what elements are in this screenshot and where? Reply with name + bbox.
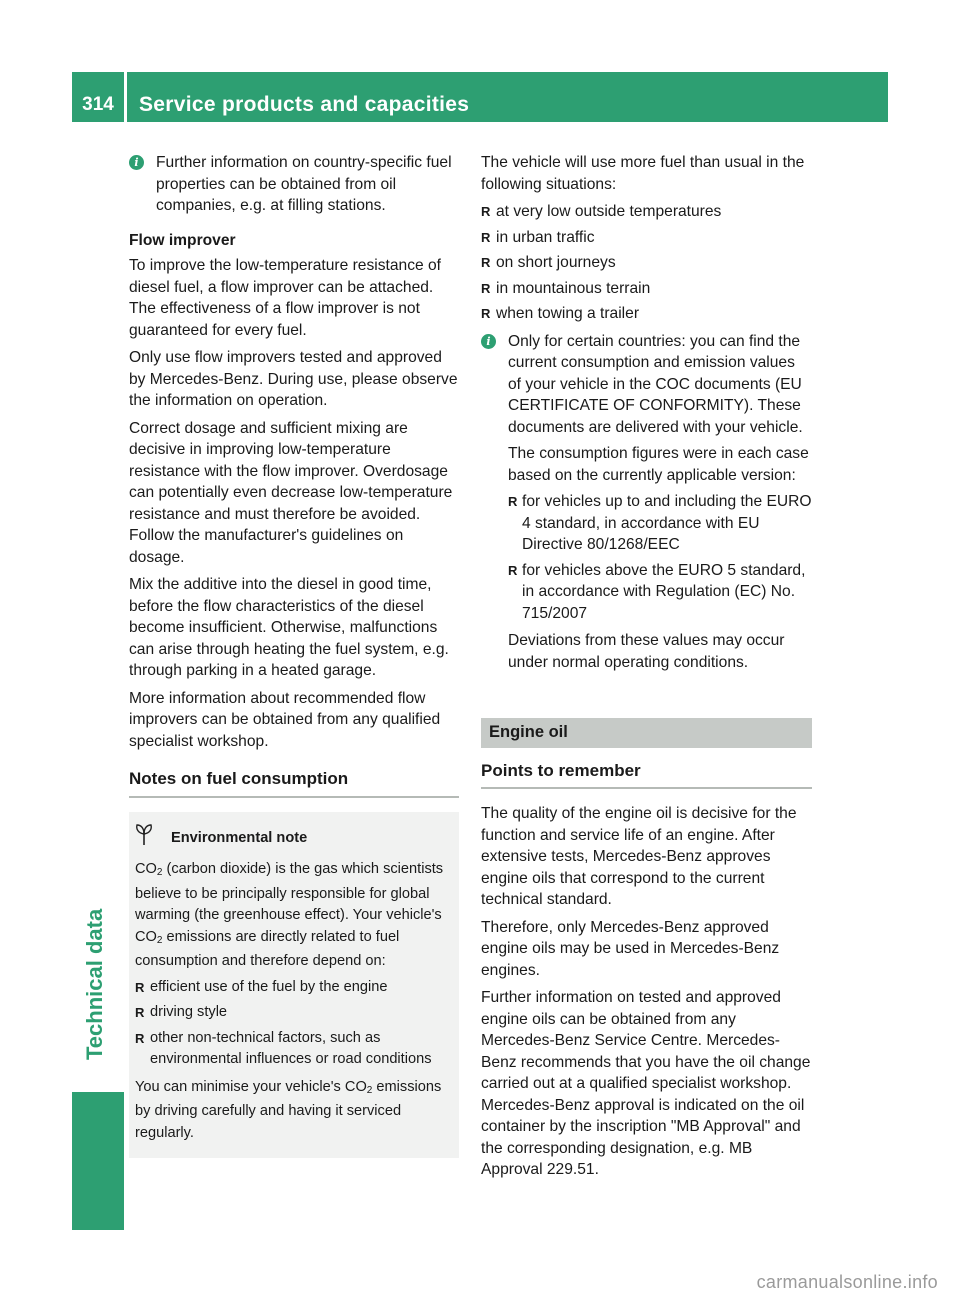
list-item: R on short journeys (481, 252, 812, 274)
list-item: R in mountainous terrain (481, 278, 812, 300)
header-divider (124, 72, 127, 122)
paragraph: The consumption figures were in each case based on the currently applicable version: (508, 445, 809, 484)
info-note (129, 152, 459, 222)
list-item: R for vehicles above the EURO 5 standard, in accordance with Regulation (EC) No. 715/2007 (508, 560, 812, 625)
paragraph: The quality of the engine oil is decisive for the function and service life of an engine. After extensive tests, Mercedes-Benz approves engine oils that correspond to the current technical standard. (481, 805, 797, 908)
list-item: R efficient use of the fuel by the engine (135, 977, 451, 999)
info-note (481, 331, 812, 679)
text: You can minimise your vehicle's CO (135, 1078, 367, 1095)
co2-text: CO (135, 861, 157, 877)
text: (carbon dioxide) is the gas which scientists believe to be principally responsible for global warming (the greenhouse effect). Your vehicle's CO (135, 861, 444, 945)
paragraph: Further information on tested and approved engine oils can be obtained from any Mercedes-Benz Service Centre. Mercedes-Benz recommends that you have the oil change carried out at a qualified specialist workshop. Mercedes-Benz approval is indicated on the oil container by the inscription "MB Approval" and the corresponding designation, e.g. MB Approval 229.51. (481, 989, 811, 1178)
bullet-list (135, 977, 451, 1071)
side-tab-text: Technical data (82, 908, 107, 1060)
flow-improver-heading: Flow improver (129, 231, 236, 249)
fuel-consumption-heading: Notes on fuel consumption (129, 768, 459, 798)
paragraph: To improve the low-temperature resistance of diesel fuel, a flow improver can be attached. The effectiveness of a flow improver is not guaranteed for every fuel. (129, 257, 442, 339)
co2-subscript: 2 (156, 934, 163, 946)
paragraph (135, 859, 451, 973)
co2-subscript: 2 (366, 1084, 373, 1096)
points-to-remember-heading: Points to remember (481, 760, 812, 790)
side-tab-marker (72, 1092, 124, 1230)
environmental-note-box (129, 812, 459, 1159)
right-column (481, 152, 812, 1187)
left-column (129, 152, 459, 1158)
co2-subscript: 2 (156, 867, 163, 878)
environmental-note-label: Environmental note (171, 829, 308, 846)
paragraph: More information about recommended flow improvers can be obtained from any qualified specialist workshop. (129, 689, 441, 750)
side-tab-label (82, 908, 112, 1070)
bullet-list (481, 201, 812, 325)
page-title: Service products and capacities (139, 93, 470, 116)
info-text: Further information on country-specific fuel properties can be obtained from oil companies, e.g. at filling stations. (156, 154, 452, 214)
list-item: R at very low outside temperatures (481, 201, 812, 223)
page-number: 314 (82, 94, 114, 115)
engine-oil-heading: Engine oil (481, 718, 812, 748)
paragraph: Therefore, only Mercedes-Benz approved engine oils may be used in Mercedes-Benz engines. (481, 918, 780, 979)
paragraph: The vehicle will use more fuel than usual in the following situations: (481, 154, 805, 193)
paragraph: Only use flow improvers tested and approved by Mercedes-Benz. During use, please observe the information on operation. (129, 349, 458, 409)
paragraph: Correct dosage and sufficient mixing are decisive in improving low-temperature resistance with the flow improver. Overdosage can potentially even decrease low-temperature resistance and must therefore be avoided. Follow the manufacturer's guidelines on dosage. (129, 419, 453, 566)
text: emissions are directly related to fuel consumption and therefore depend on: (135, 928, 400, 969)
environmental-note-title (135, 824, 451, 854)
paragraph (135, 1077, 451, 1145)
info-icon: i (129, 155, 144, 170)
list-item: R for vehicles up to and including the EURO 4 standard, in accordance with EU Directive 80/1268/EEC (508, 491, 812, 556)
list-item: R in urban traffic (481, 227, 812, 249)
bullet-list (508, 491, 812, 624)
paragraph: Only for certain countries: you can find the current consumption and emission values of your vehicle in the COC documents (EU CERTIFICATE OF CONFORMITY). These documents are delivered with your vehicle. (508, 332, 803, 436)
paragraph: Mix the additive into the diesel in good time, before the flow characteristics of the diesel become insufficient. Otherwise, malfunctions can arise through heating the fuel system, e.g. through parking in a heated garage. (129, 576, 449, 679)
list-item: R other non-technical factors, such as environmental influences or road conditions (135, 1028, 451, 1071)
info-icon: i (481, 334, 496, 349)
paragraph: Deviations from these values may occur under normal operating conditions. (508, 632, 785, 671)
watermark: carmanualsonline.info (756, 1272, 938, 1292)
text: emissions by driving carefully and having it serviced regularly. (135, 1078, 442, 1141)
list-item: R driving style (135, 1002, 451, 1024)
list-item: R when towing a trailer (481, 303, 812, 325)
plant-icon (135, 824, 157, 854)
